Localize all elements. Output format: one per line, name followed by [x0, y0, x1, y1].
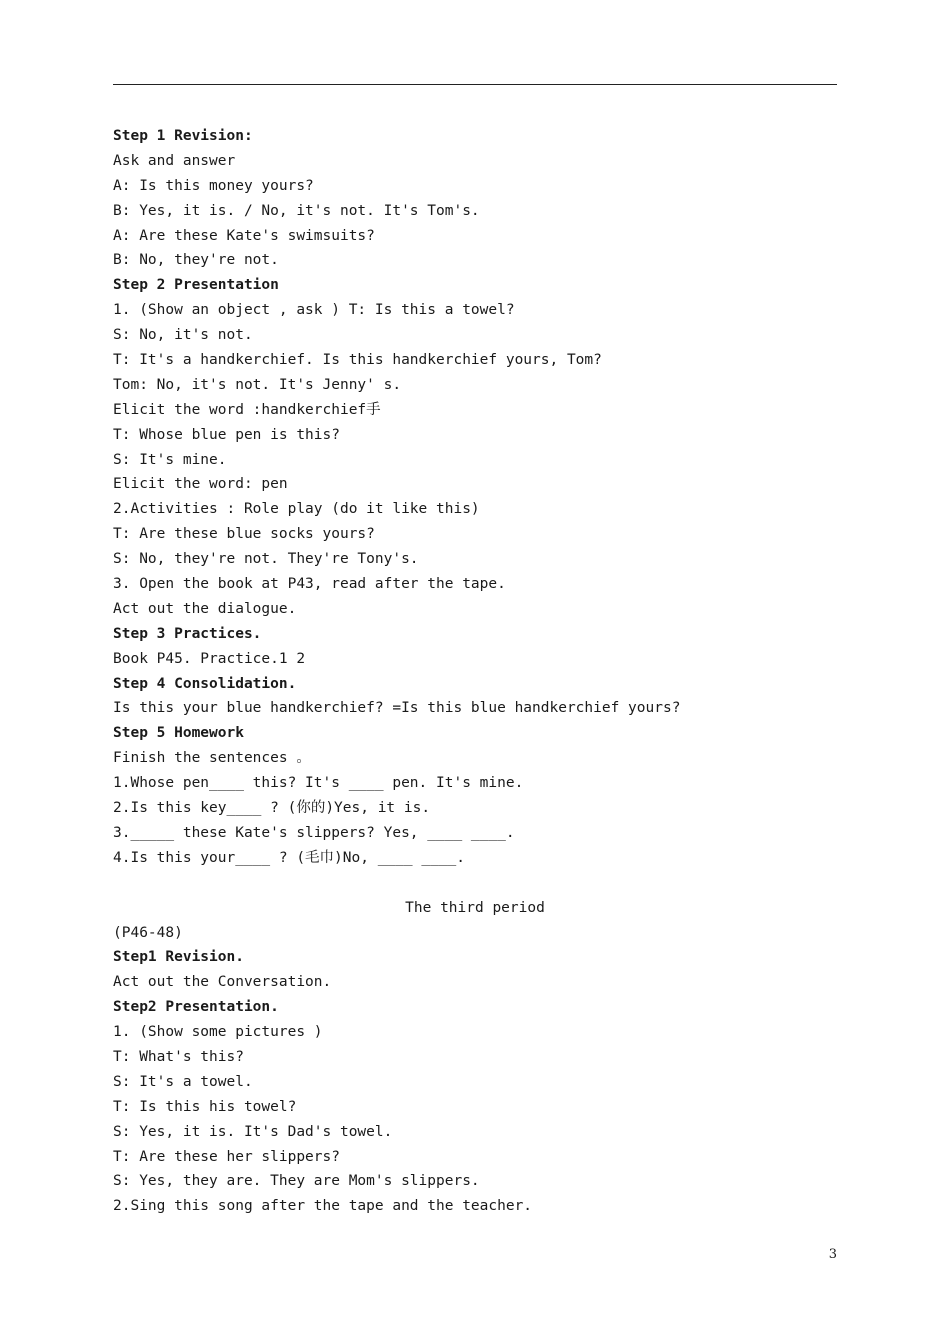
text-line: T: Is this his towel? [113, 1098, 297, 1115]
page-number: 3 [828, 1247, 837, 1262]
text-line: 1. (Show some pictures ) [113, 1024, 323, 1041]
step-heading: Step 5 Homework [113, 725, 244, 742]
text-line: B: No, they're not. [113, 252, 279, 269]
text-line: T: What's this? [113, 1048, 244, 1065]
text-line: 1.Whose pen____ this? It's ____ pen. It's mine. [113, 775, 524, 792]
text-line: (P46-48) [113, 924, 183, 941]
step-heading: Step2 Presentation. [113, 999, 279, 1016]
text-line: Finish the sentences 。 [113, 750, 311, 767]
step-heading: Step 3 Practices. [113, 625, 262, 642]
document-body [113, 124, 837, 1219]
text-line: S: Yes, it is. It's Dad's towel. [113, 1123, 393, 1140]
step-heading: Step 2 Presentation [113, 277, 279, 294]
text-line: Act out the Conversation. [113, 974, 332, 991]
text-line: T: Whose blue pen is this? [113, 426, 340, 443]
text-line: T: Are these blue socks yours? [113, 526, 375, 543]
text-line: Book P45. Practice.1 2 [113, 650, 306, 667]
text-line: S: No, they're not. They're Tony's. [113, 551, 419, 568]
text-line: Tom: No, it's not. It's Jenny' s. [113, 376, 402, 393]
text-line: Is this your blue handkerchief? =Is this blue handkerchief yours? [113, 700, 681, 717]
text-line: 4.Is this your____ ? (毛巾)No, ____ ____. [113, 849, 466, 866]
header-rule [113, 84, 837, 85]
step-heading: Step 1 Revision: [113, 128, 253, 144]
text-line: Ask and answer [113, 152, 236, 169]
text-line: A: Are these Kate's swimsuits? [113, 227, 375, 244]
text-line: A: Is this money yours? [113, 177, 314, 194]
step-heading: Step 4 Consolidation. [113, 675, 297, 692]
text-line: Act out the dialogue. [113, 600, 297, 617]
section-title: The third period [405, 899, 545, 916]
step-heading: Step1 Revision. [113, 949, 244, 966]
text-line: 2.Is this key____ ? (你的)Yes, it is. [113, 800, 431, 817]
text-line: S: Yes, they are. They are Mom's slippers. [113, 1173, 480, 1190]
text-line: S: It's a towel. [113, 1073, 253, 1090]
text-line: 3._____ these Kate's slippers? Yes, ____ ____. [113, 824, 515, 841]
text-line: 2.Sing this song after the tape and the teacher. [113, 1198, 533, 1215]
text-line: Elicit the word :handkerchief手 [113, 401, 381, 418]
text-line: B: Yes, it is. / No, it's not. It's Tom's. [113, 202, 480, 219]
text-line: T: Are these her slippers? [113, 1148, 340, 1165]
blank-line [113, 871, 837, 896]
text-line: 1. (Show an object , ask ) T: Is this a towel? [113, 302, 515, 319]
text-line: S: No, it's not. [113, 327, 253, 344]
text-line: S: It's mine. [113, 451, 227, 468]
text-line: 3. Open the book at P43, read after the tape. [113, 576, 506, 593]
text-line: T: It's a handkerchief. Is this handkerchief yours, Tom? [113, 352, 602, 369]
text-line: Elicit the word: pen [113, 476, 288, 493]
text-line: 2.Activities : Role play (do it like this) [113, 501, 480, 518]
